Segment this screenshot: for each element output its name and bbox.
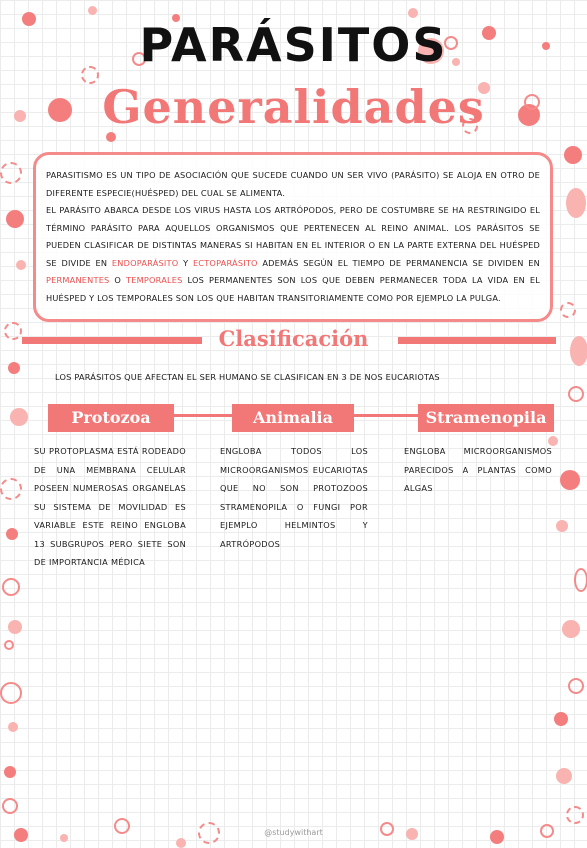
endoparasite-term: ENDOPARÁSITO	[111, 257, 179, 268]
intro-text: EL PARÁSITO ABARCA DESDE LOS VIRUS HASTA LOS ARTRÓPODOS, PERO DE COSTUMBRE SE HA RESTRINGIDO EL TÉRMINO PARÁSITO PARA AQUELLOS ORGANISMOS QUE PERTENECEN AL REINO ANIMAL. LOS PARÁSITOS SE PUEDEN CLASIFICAR DE DISTINTAS MANERAS SI HABITAN EN EL INTERIOR O EN LA PARTE EXTERNA DEL HUÉSPED SE DIVIDE EN	[46, 205, 540, 268]
intro-paragraph-1: PARASITISMO ES UN TIPO DE ASOCIACIÓN QUE SUCEDE CUANDO UN SER VIVO (PARÁSITO) SE ALOJA EN OTRO DE DIFERENTE ESPECIE(HUÉSPED) DEL CUAL SE ALIMENTA.	[46, 170, 540, 198]
intro-text: LOS PERMANENTES SON LOS QUE DEBEN PERMANECER TODA LA VIDA EN EL HUÉSPED Y LOS TEMPORALES SON LOS QUE HABITAN TRANSITORIAMENTE COMO POR EJEMPLO LA PULGA.	[46, 275, 540, 303]
temporary-term: TEMPORALES	[126, 275, 183, 285]
page-subtitle: Generalidades	[102, 80, 485, 134]
category-protozoa: Protozoa	[48, 404, 174, 432]
section-heading: Clasificación	[218, 326, 369, 351]
category-animalia: Animalia	[232, 404, 354, 432]
stramenopila-description: ENGLOBA MICROORGANISMOS PARECIDOS A PLANTAS COMO ALGAS	[404, 446, 552, 493]
permanent-term: PERMANENTES	[46, 275, 110, 285]
protozoa-description: SU PROTOPLASMA ESTÁ RODEADO DE UNA MEMBRANA CELULAR POSEEN NUMEROSAS ORGANELAS SU SISTEMA DE MOVILIDAD ES VARIABLE ESTE REINO ENGLOBA 13 SUBGRUPOS PERO SIETE SON DE IMPORTANCIA MÉDICA	[34, 446, 186, 567]
intro-box	[33, 152, 553, 322]
page-title: PARÁSITOS	[139, 18, 448, 72]
intro-text: O	[109, 275, 127, 285]
credit-watermark: @studywithart	[264, 828, 323, 837]
intro-paragraph-2	[46, 202, 540, 307]
classification-lead: LOS PARÁSITOS QUE AFECTAN EL SER HUMANO SE CLASIFICAN EN 3 DE NOS EUCARIOTAS	[55, 372, 440, 382]
intro-text: Y	[178, 257, 193, 268]
category-stramenopila: Stramenopila	[418, 404, 554, 432]
ectoparasite-term: ECTOPARÁSITO	[192, 257, 258, 268]
intro-text: ADEMÁS SEGÚN EL TIEMPO DE PERMANENCIA SE DIVIDEN EN	[257, 257, 540, 268]
animalia-description: ENGLOBA TODOS LOS MICROORGANISMOS EUCARIOTAS QUE NO SON PROTOZOOS STRAMENOPILA O FUNGI POR EJEMPLO HELMINTOS Y ARTRÓPODOS	[220, 446, 368, 549]
